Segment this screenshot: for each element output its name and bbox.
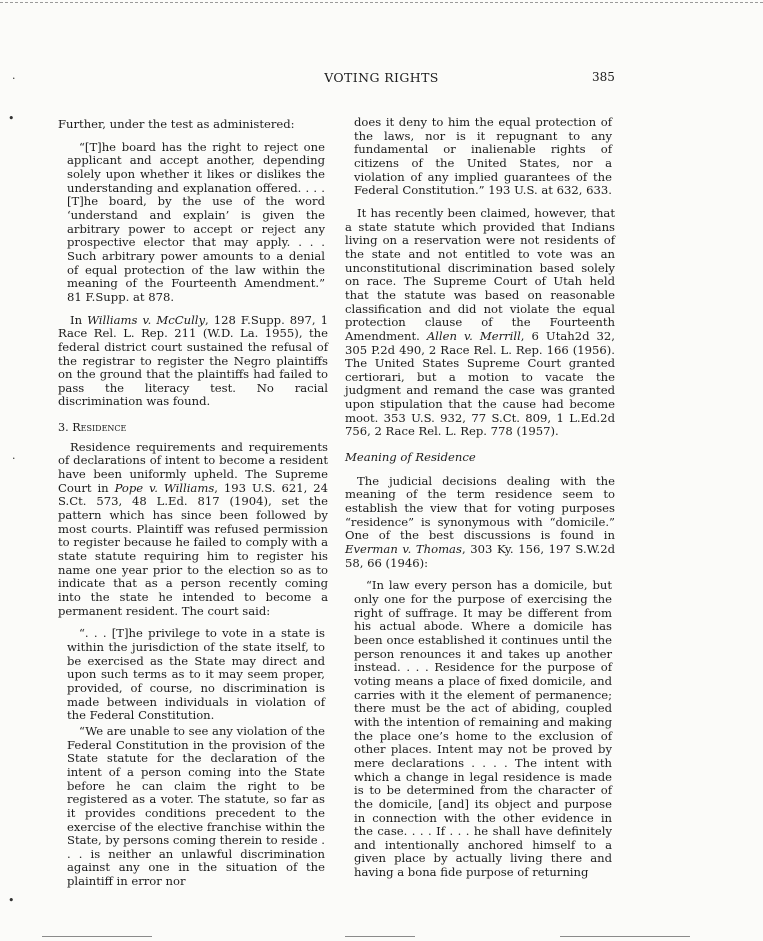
bottom-scan-rule xyxy=(345,936,415,937)
case-citation: Everman v. Thomas xyxy=(345,542,462,557)
block-quote: “. . . [T]he privilege to vote in a state is within the jurisdiction of the state itself, to be exercised as the State may direct and upon such terms as to it may seem proper, provided, of course, no discrimination is made between individuals in violation of the Federal Constitution. xyxy=(67,626,325,723)
margin-mark: • xyxy=(8,894,15,907)
page-number: 385 xyxy=(592,70,615,84)
block-quote: “In law every person has a domicile, but only one for the purpose of exercising the right of suffrage. It may be different from his actual abode. Where a domicile has been once established it continues until the person renounces it and takes up another instead. . . . Residence for the purpose of voting means a place of fixed domicile, and carries with it the element of permanence; there must be the act of abiding, coupled with the intention of remaining and making the place one’s home to the exclusion of other places. Intent may not be proved by mere declarations . . . . The intent with which a change in legal residence is made is to be determined from the character of the domicile, [and] its object and purpose in connection with the other evidence in the case. . . . If . . . he shall have definitely and intentionally anchored himself to a given place by actually living there and having a bona fide purpose of returning xyxy=(354,578,612,880)
section-title: Residence xyxy=(72,421,127,435)
bottom-scan-rule xyxy=(560,936,690,937)
paragraph: In Williams v. McCully, 128 F.Supp. 897, 1 Race Rel. L. Rep. 211 (W.D. La. 1955), the federal district court sustained the refusal of the registrar to register the Negro plaintiffs on the ground that the plaintiffs had failed to pass the literacy test. No racial discrimination was found. xyxy=(58,312,328,409)
margin-mark: · xyxy=(12,452,16,465)
section-heading xyxy=(58,421,328,435)
subheading: Meaning of Residence xyxy=(345,450,476,465)
margin-mark: · xyxy=(12,72,16,85)
page-top-edge xyxy=(0,2,763,3)
block-quote: “[T]he board has the right to reject one applicant and accept another, depending solely upon whether it likes or dislikes the understanding and explanation offered. . . . [T]he board, by the use of the word ‘understand and explain’ is given the arbitrary power to accept or reject any prospective elector that may apply. . . . Such arbitrary power amounts to a denial of equal protection of the law within the meaning of the Fourteenth Amendment.” 81 F.Supp. at 878. xyxy=(67,139,325,304)
case-citation: Pope v. Williams xyxy=(114,480,215,495)
margin-mark: • xyxy=(8,112,15,125)
block-quote: “We are unable to see any violation of the Federal Constitution in the provision of the State statute for the declaration of the intent of a person coming into the State before he can claim the right to be registered as a voter. The statute, so far as it provides conditions precedent to the exercise of the elective franchise within the State, by persons coming therein to reside . . . is neither an unlawful discrimination against any one in the situation of the plaintiff in error nor xyxy=(67,723,325,889)
paragraph: It has recently been claimed, however, that a state statute which provided that Indians living on a reservation were not residents of the state and not entitled to vote was an unconstitutional discrimination based solely on race. The Supreme Court of Utah held that the statute was based on reasonable classification and did not violate the equal protection clause of the Fourteenth Amendment. Allen v. Merrill, 6 Utah2d 32, 305 P.2d 490, 2 Race Rel. L. Rep. 166 (1956). The United States Supreme Court granted certiorari, but a motion to vacate the judgment and remand the case was granted upon stipulation that the cause had become moot. 353 U.S. 932, 77 S.Ct. 809, 1 L.Ed.2d 756, 2 Race Rel. L. Rep. 778 (1957). xyxy=(345,205,615,439)
block-quote-continued: does it deny to him the equal protection of the laws, nor is it repugnant to any fundamental or inalienable rights of citizens of the United States, nor a violation of any implied guarantees of the Federal Constitution.” 193 U.S. at 632, 633. xyxy=(354,115,612,198)
paragraph: The judicial decisions dealing with the meaning of the term residence seem to establish the view that for voting purposes “residence” is synonymous with “domicile.” One of the best discussions is found in Everman v. Thomas, 303 Ky. 156, 197 S.W.2d 58, 66 (1946): xyxy=(345,473,615,570)
right-column xyxy=(345,116,615,880)
case-citation: Williams v. McCully xyxy=(87,312,206,327)
section-number: 3. xyxy=(58,421,69,435)
paragraph: Residence requirements and requirements of declarations of intent to become a resident have been uniformly upheld. The Supreme Court in Pope v. Williams, 193 U.S. 621, 24 S.Ct. 573, 48 L.Ed. 817 (1904), set the pattern which has since been followed by most courts. Plaintiff was refused permission to register because he failed to comply with a state statute requiring him to register his name one year prior to the election so as to indicate that as a person recently coming into the state he intended to become a permanent resident. The court said: xyxy=(58,439,328,618)
bottom-scan-rule xyxy=(42,936,152,937)
paragraph: Further, under the test as administered: xyxy=(58,117,295,131)
left-column xyxy=(58,118,328,889)
case-citation: Allen v. Merrill xyxy=(426,328,521,343)
running-title: VOTING RIGHTS xyxy=(324,70,439,85)
